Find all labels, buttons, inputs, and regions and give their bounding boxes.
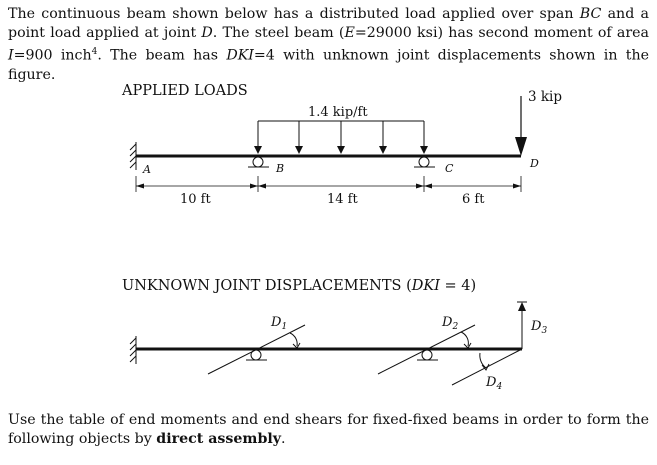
dof-label-d2: $D_2$ xyxy=(442,315,459,332)
dof-label-d1: $D_1$ xyxy=(271,315,288,332)
displacement-arrow-d3 xyxy=(517,302,527,349)
direct-assembly-emphasis: direct assembly xyxy=(156,431,281,447)
dof-label-d4: $D_4$ xyxy=(486,375,503,392)
e-symbol: E xyxy=(344,25,355,41)
point-load-arrow xyxy=(515,96,527,156)
dimension-line xyxy=(136,176,521,192)
i-exponent: 4 xyxy=(91,47,98,57)
e-value: =29000 ksi xyxy=(354,25,438,41)
joint-d-label: D xyxy=(201,25,213,41)
span-ab-dim: 10 ft xyxy=(180,192,211,207)
unknown-displacements-heading: UNKNOWN JOINT DISPLACEMENTS (DKI = 4) xyxy=(122,278,477,294)
fixed-support-a-dof xyxy=(130,336,136,364)
dki-value: =4 xyxy=(253,47,275,64)
roller-support-b-dof xyxy=(246,350,267,360)
point-load-label: 3 kip xyxy=(528,89,563,105)
rotation-arrow-d2 xyxy=(461,332,471,348)
joint-c-label: C xyxy=(445,162,454,175)
span-bc-label: BC xyxy=(579,6,602,22)
distributed-load xyxy=(254,121,428,154)
span-cd-dim: 6 ft xyxy=(462,192,485,207)
instruction-text: Use the table of end moments and end shears for fixed-fixed beams in order to form the following objects by direct assembly. xyxy=(8,412,649,447)
span-bc-dim: 14 ft xyxy=(327,192,358,207)
i-symbol: I xyxy=(8,47,14,64)
fixed-support-a xyxy=(130,142,136,170)
problem-statement: The continuous beam shown below has a distributed load applied over span BC and a point load applied at joint D. The steel beam (E=29000 ksi) has second moment of area I=900 inch$^4$. The beam has DKI=4 with unknown joint displacements shown in the figure. xyxy=(8,6,649,83)
joint-d-node-label: D xyxy=(530,157,539,170)
dof-label-d3: $D_3$ xyxy=(531,319,548,336)
rotation-arrow-d4 xyxy=(480,353,489,370)
distributed-load-label: 1.4 kip/ft xyxy=(308,105,368,120)
dki-symbol: DKI xyxy=(226,47,254,64)
rotation-arrow-d1 xyxy=(290,333,300,348)
roller-support-c-dof xyxy=(417,350,438,360)
roller-support-b xyxy=(248,157,269,167)
joint-a-label: A xyxy=(143,163,151,176)
i-value: =900 inch xyxy=(13,47,92,64)
applied-loads-heading: APPLIED LOADS xyxy=(122,83,248,99)
roller-support-c xyxy=(414,157,435,167)
joint-b-label: B xyxy=(276,162,285,175)
